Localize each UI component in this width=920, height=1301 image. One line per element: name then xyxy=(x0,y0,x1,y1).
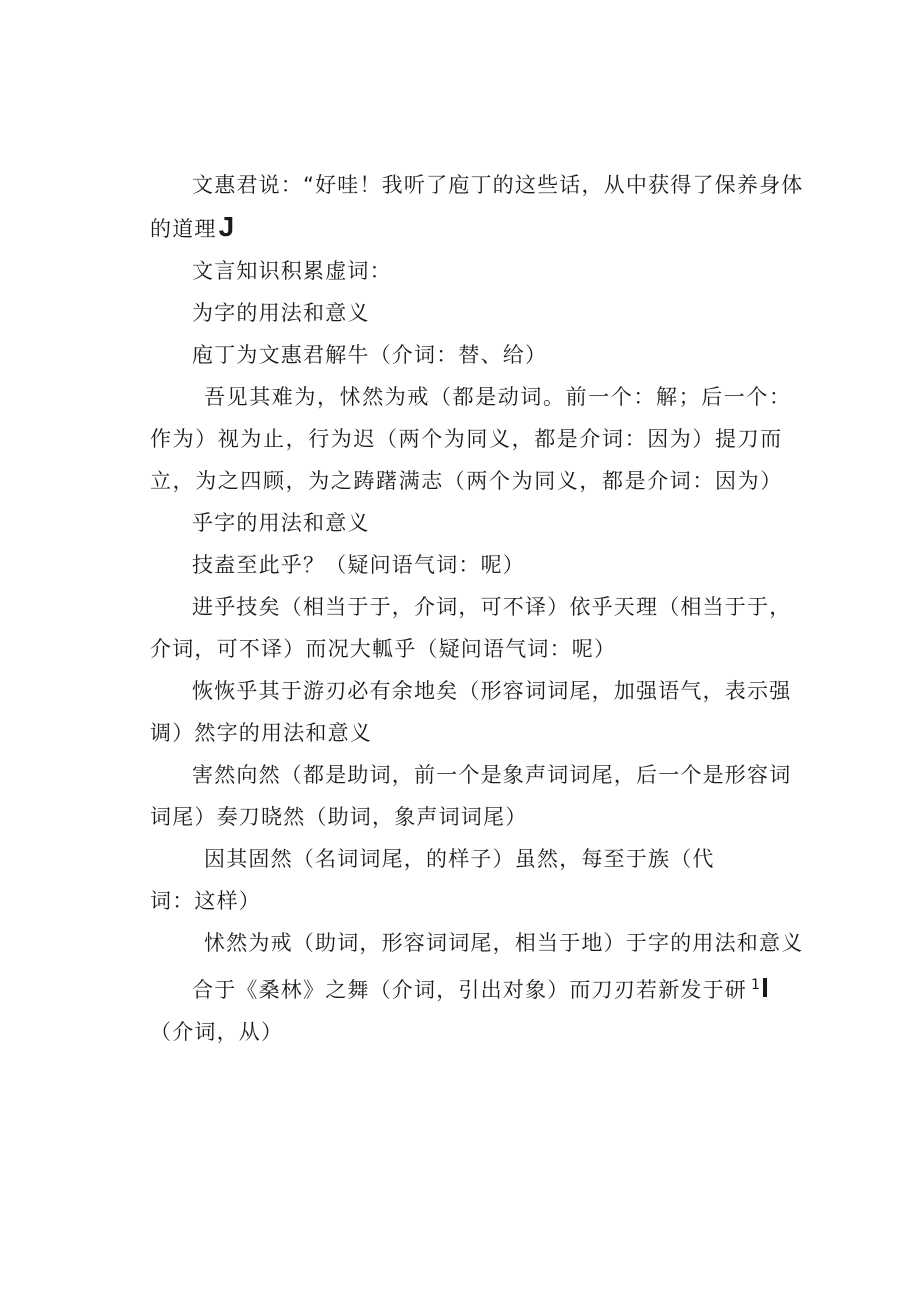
paragraph-hu-example-3: 恢恢乎其于游刃必有余地矣（形容词词尾，加强语气，表示强调）然字的用法和意义 xyxy=(150,679,792,745)
paragraph-text: 文惠君说：“好哇！我听了庖丁的这些话，从中获得了保养身体的道理 xyxy=(150,173,804,241)
paragraph-yu-example xyxy=(150,964,810,1053)
paragraph-wei-heading: 为字的用法和意义 xyxy=(192,301,370,325)
paragraph-ran-example-3: 怵然为戒（助词，形容词词尾，相当于地）于字的用法和意义 xyxy=(204,931,804,955)
paragraph-ran-example-1: 害然向然（都是助词，前一个是象声词词尾，后一个是形容词词尾）奏刀晓然（助词，象声词词尾） xyxy=(150,763,792,829)
scan-artifact-bar: I xyxy=(761,972,771,1003)
paragraph-wenhuijun-quote xyxy=(150,164,810,250)
paragraph-hu-example-2: 进乎技矣（相当于于，介词，可不译）依乎天理（相当于于，介词，可不译）而况大軱乎（疑问语气词：呢） xyxy=(150,595,792,661)
paragraph-wei-example-1: 庖丁为文惠君解牛（介词：替、给） xyxy=(192,343,548,367)
paragraph-hu-heading: 乎字的用法和意义 xyxy=(192,511,370,535)
paragraph-text: 合于《桑林》之舞（介词，引出对象）而刀刃若新发于研 xyxy=(192,978,747,1002)
scan-artifact-mark: J xyxy=(218,211,236,242)
paragraph-tail-text: （介词，从） xyxy=(150,1020,284,1044)
paragraph-section-heading: 文言知识积累虚词： xyxy=(192,259,392,283)
paragraph-wei-example-2: 吾见其难为，怵然为戒（都是动词。前一个：解；后一个：作为）视为止，行为迟（两个为同义，都是介词：因为）提刀而立，为之四顾，为之踌躇满志（两个为同义，都是介词：因为） xyxy=(150,385,792,493)
paragraph-ran-example-2: 因其固然（名词词尾，的样子）虽然，每至于族（代词：这样） xyxy=(150,847,715,913)
document-body xyxy=(150,164,810,1053)
paragraph-hu-example-1: 技盍至此乎？（疑问语气词：呢） xyxy=(192,553,525,577)
scan-artifact-superscript: 1 xyxy=(751,977,762,993)
